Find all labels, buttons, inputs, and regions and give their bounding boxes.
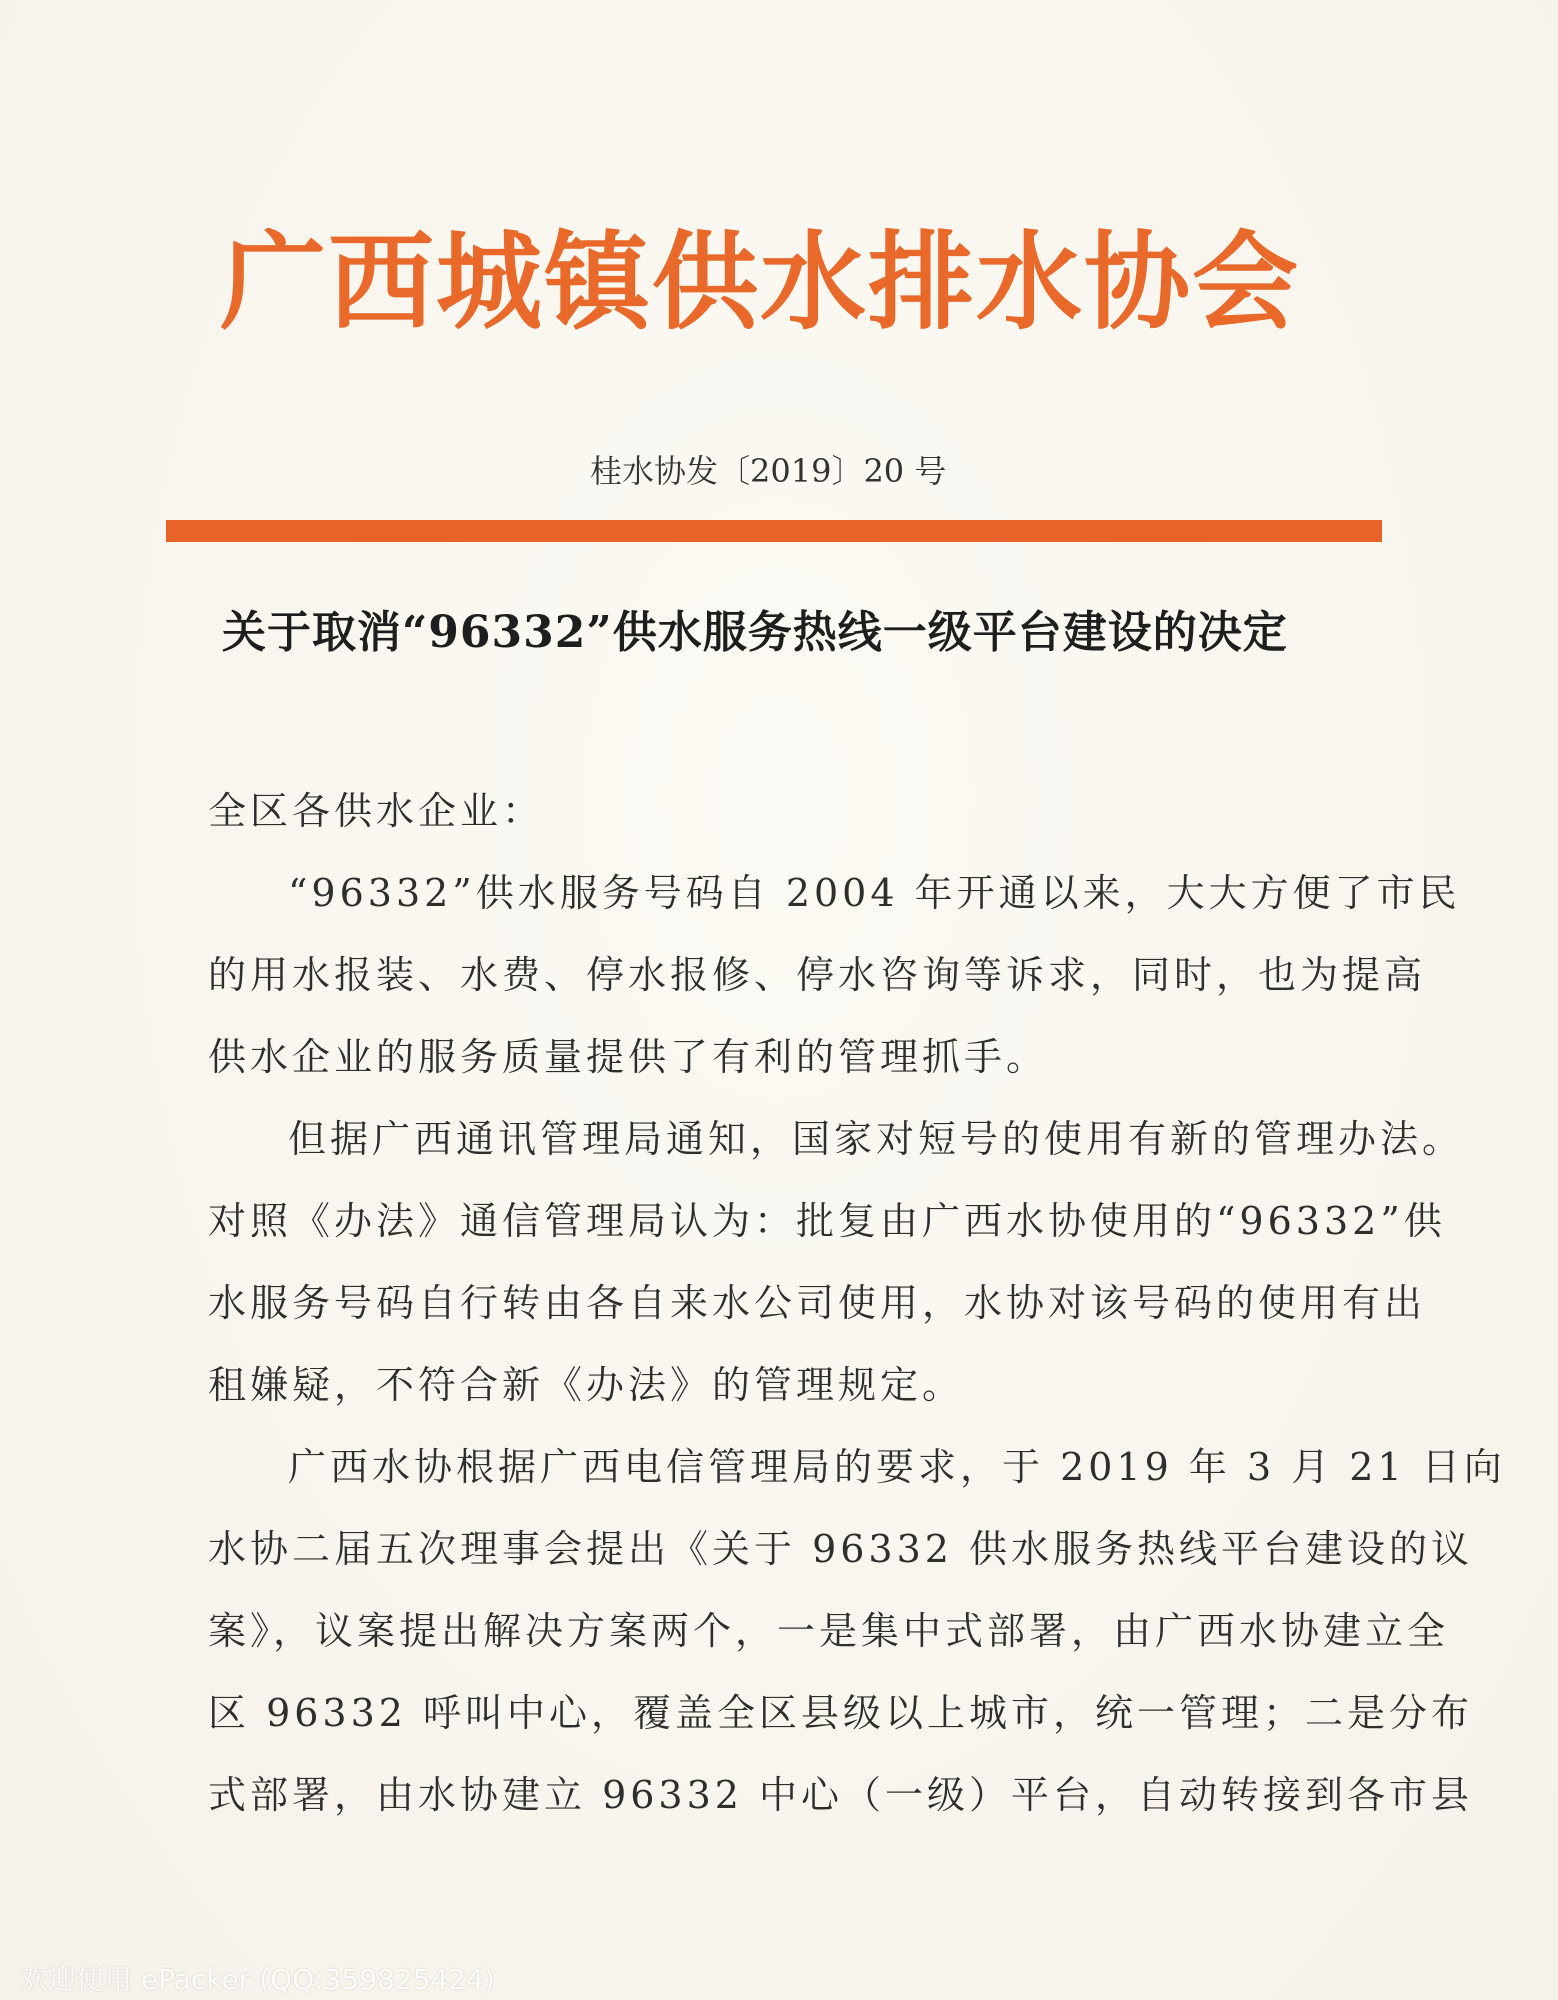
salutation: 全区各供水企业： xyxy=(208,789,545,833)
document-number: 桂水协发〔2019〕20 号 xyxy=(590,452,947,490)
body-line: 式部署，由水协建立 96332 中心（一级）平台，自动转接到各市县 xyxy=(208,1773,1474,1817)
body-line: 对照《办法》通信管理局认为：批复由广西水协使用的“96332”供 xyxy=(208,1199,1446,1243)
body-line: 区 96332 呼叫中心，覆盖全区县级以上城市，统一管理；二是分布 xyxy=(208,1691,1474,1735)
body-line: 水协二届五次理事会提出《关于 96332 供水服务热线平台建设的议 xyxy=(208,1527,1474,1571)
document-body xyxy=(208,770,1506,1836)
body-line: 广西水协根据广西电信管理局的要求，于 2019 年 3 月 21 日向 xyxy=(288,1445,1506,1489)
body-line: 的用水报装、水费、停水报修、停水咨询等诉求，同时，也为提高 xyxy=(208,953,1427,997)
organization-letterhead: 广西城镇供水排水协会 xyxy=(220,221,1300,344)
body-line: 案》，议案提出解决方案两个，一是集中式部署，由广西水协建立全 xyxy=(208,1609,1450,1653)
letterhead-divider xyxy=(166,520,1382,542)
body-line: 但据广西通讯管理局通知，国家对短号的使用有新的管理办法。 xyxy=(288,1117,1465,1161)
document-title: 关于取消“96332”供水服务热线一级平台建设的决定 xyxy=(222,607,1288,658)
body-line: 租嫌疑，不符合新《办法》的管理规定。 xyxy=(208,1363,965,1407)
body-line: “96332”供水服务号码自 2004 年开通以来，大大方便了市民 xyxy=(288,871,1461,915)
watermark-text: 欢迎使用 ePacker (QQ:359825424) xyxy=(20,1963,495,1996)
body-line: 供水企业的服务质量提供了有利的管理抓手。 xyxy=(208,1035,1049,1079)
body-line: 水服务号码自行转由各自来水公司使用，水协对该号码的使用有出 xyxy=(208,1281,1427,1325)
